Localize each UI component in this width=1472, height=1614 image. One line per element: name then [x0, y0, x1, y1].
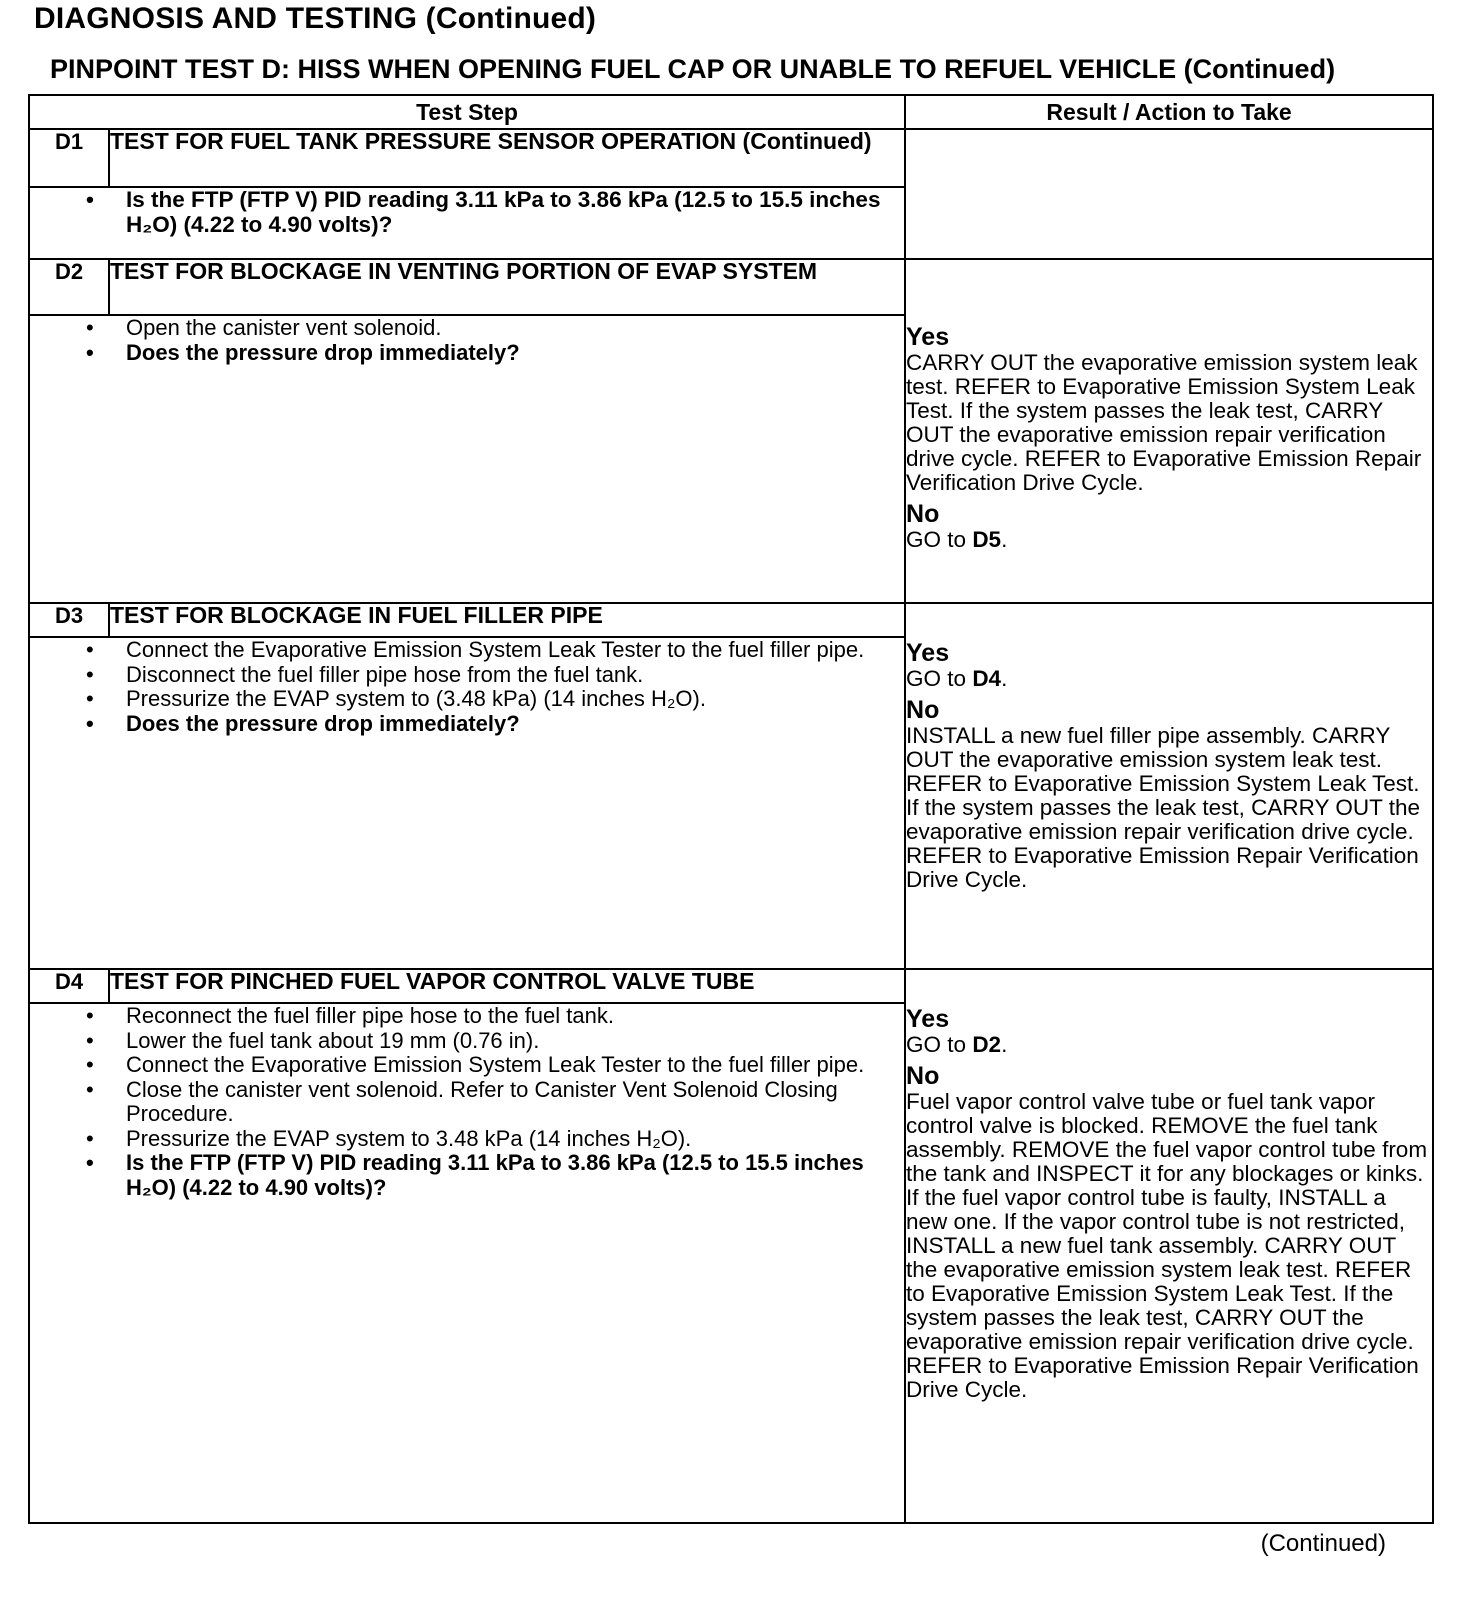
result-d3-no-text: INSTALL a new fuel filler pipe assembly. CARRY OUT the evaporative emission system leak test. REFER to Evaporative Emission System Leak Test. If the system passes the leak test, CARRY OUT the evaporative emission repair verification drive cycle. REFER to Evaporative Emission Repair Verification Drive Cycle.	[906, 723, 1420, 892]
step-d1-question: • Is the FTP (FTP V) PID reading 3.11 kPa to 3.86 kPa (12.5 to 15.5 inches H₂O) (4.22 to 4.90 volts)?	[126, 188, 904, 237]
step-d4-item: • Pressurize the EVAP system to 3.48 kPa (14 inches H₂O).	[126, 1127, 904, 1152]
step-d3-question: • Does the pressure drop immediately?	[126, 712, 904, 737]
step-id-d1: D1	[29, 129, 109, 187]
step-body-d1	[29, 187, 905, 259]
step-d2-title-row	[29, 259, 1433, 315]
step-d4-question: • Is the FTP (FTP V) PID reading 3.11 kPa to 3.86 kPa (12.5 to 15.5 inches H₂O) (4.22 to 4.90 volts)?	[126, 1151, 904, 1200]
step-body-d4	[29, 1003, 905, 1523]
step-d3-item: • Disconnect the fuel filler pipe hose from the fuel tank.	[126, 663, 904, 688]
step-id-d3: D3	[29, 603, 109, 637]
result-d3-yes-label: Yes	[906, 639, 950, 667]
step-id-d4: D4	[29, 969, 109, 1003]
step-d2-item: • Open the canister vent solenoid.	[126, 316, 904, 341]
step-body-d3	[29, 637, 905, 969]
result-d2-yes-label: Yes	[906, 323, 950, 351]
step-d3-item: • Pressurize the EVAP system to (3.48 kPa) (14 inches H₂O).	[126, 687, 904, 712]
result-d2-no-label: No	[906, 500, 940, 528]
step-d1-title-row	[29, 129, 1433, 187]
step-d3-title-row	[29, 603, 1433, 637]
result-d4-yes-label: Yes	[906, 1005, 950, 1033]
result-d4-yes-text: GO to D2.	[906, 1032, 1008, 1057]
step-title-d4: TEST FOR PINCHED FUEL VAPOR CONTROL VALVE TUBE	[109, 969, 905, 1003]
result-d3	[905, 603, 1433, 969]
result-d3-no-label: No	[906, 696, 940, 724]
step-id-d2: D2	[29, 259, 109, 315]
column-header-test-step: Test Step	[29, 95, 905, 129]
step-title-d3: TEST FOR BLOCKAGE IN FUEL FILLER PIPE	[109, 603, 905, 637]
step-d4-item: • Reconnect the fuel filler pipe hose to the fuel tank.	[126, 1004, 904, 1029]
step-body-d2	[29, 315, 905, 603]
step-title-d1: TEST FOR FUEL TANK PRESSURE SENSOR OPERATION (Continued)	[109, 129, 905, 187]
result-d4-yes-ref: D2	[972, 1032, 1002, 1057]
step-d4-item: • Close the canister vent solenoid. Refer to Canister Vent Solenoid Closing Procedure.	[126, 1078, 904, 1127]
step-d2-question: • Does the pressure drop immediately?	[126, 341, 904, 366]
result-d2-no-ref: D5	[972, 527, 1002, 552]
page-title: DIAGNOSIS AND TESTING (Continued)	[34, 2, 597, 35]
continued-note: (Continued)	[1260, 1530, 1386, 1557]
table-header-row	[29, 95, 1433, 129]
result-d3-yes-text: GO to D4.	[906, 666, 1008, 691]
step-d4-title-row	[29, 969, 1433, 1003]
result-d1	[905, 129, 1433, 259]
result-d4-no-text: Fuel vapor control valve tube or fuel tank vapor control valve is blocked. REMOVE the fuel tank assembly. REMOVE the fuel vapor control tube from the tank and INSPECT it for any blockages or kinks. If the fuel vapor control tube is faulty, INSTALL a new one. If the vapor control tube is not restricted, INSTALL a new fuel tank assembly. CARRY OUT the evaporative emission system leak test. REFER to Evaporative Emission System Leak Test. If the system passes the leak test, CARRY OUT the evaporative emission repair verification drive cycle. REFER to Evaporative Emission Repair Verification Drive Cycle.	[906, 1089, 1428, 1402]
result-d4-no-label: No	[906, 1062, 940, 1090]
step-title-d2: TEST FOR BLOCKAGE IN VENTING PORTION OF EVAP SYSTEM	[109, 259, 905, 315]
result-d2-no-text: GO to D5.	[906, 527, 1008, 552]
step-d4-item: • Lower the fuel tank about 19 mm (0.76 in).	[126, 1029, 904, 1054]
step-d4-item: • Connect the Evaporative Emission System Leak Tester to the fuel filler pipe.	[126, 1053, 904, 1078]
result-d2-yes-text: CARRY OUT the evaporative emission system leak test. REFER to Evaporative Emission System Leak Test. If the system passes the leak test, CARRY OUT the evaporative emission repair verification drive cycle. REFER to Evaporative Emission Repair Verification Drive Cycle.	[906, 350, 1422, 495]
step-d3-item: • Connect the Evaporative Emission System Leak Tester to the fuel filler pipe.	[126, 638, 904, 663]
pinpoint-test-table	[28, 94, 1434, 1524]
result-d2	[905, 259, 1433, 603]
column-header-result: Result / Action to Take	[905, 95, 1433, 129]
pinpoint-test-title: PINPOINT TEST D: HISS WHEN OPENING FUEL CAP OR UNABLE TO REFUEL VEHICLE (Continued)	[50, 54, 1336, 84]
result-d3-yes-ref: D4	[972, 666, 1002, 691]
result-d4	[905, 969, 1433, 1523]
